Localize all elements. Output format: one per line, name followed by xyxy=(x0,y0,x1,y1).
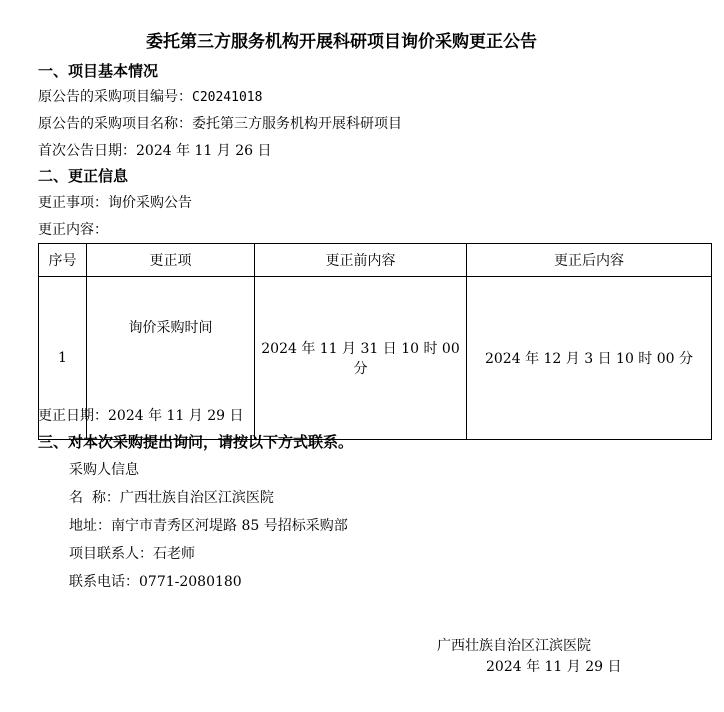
header-before: 更正前内容 xyxy=(255,244,467,277)
header-no: 序号 xyxy=(39,244,87,277)
page-title: 委托第三方服务机构开展科研项目询价采购更正公告 xyxy=(146,32,537,52)
correction-date-label: 更正日期： xyxy=(38,408,108,424)
buyer-contact-row xyxy=(69,544,195,564)
buyer-address-value: 南宁市青秀区河堤路 85 号招标采购部 xyxy=(111,518,348,534)
footer-date: 2024 年 11 月 29 日 xyxy=(486,659,622,675)
correction-content-label: 更正内容： xyxy=(38,222,108,238)
section-2-heading: 二、更正信息 xyxy=(38,167,129,185)
first-notice-date-value: 2024 年 11 月 26 日 xyxy=(136,143,272,159)
section-1-heading: 一、项目基本情况 xyxy=(38,62,159,80)
cell-item: 询价采购时间 xyxy=(87,277,255,440)
project-code-label: 原公告的采购项目编号： xyxy=(38,89,192,105)
cell-before: 2024 年 11 月 31 日 10 时 00 分 xyxy=(255,277,467,440)
buyer-phone-value: 0771-2080180 xyxy=(139,574,242,590)
buyer-phone-label: 联系电话： xyxy=(69,574,139,590)
project-name-row xyxy=(38,114,402,134)
correction-date-row xyxy=(38,406,244,426)
buyer-address-label: 地址： xyxy=(69,518,111,534)
correction-date-value: 2024 年 11 月 29 日 xyxy=(108,408,244,424)
correction-item-label: 更正事项： xyxy=(38,195,108,211)
buyer-contact-label: 项目联系人： xyxy=(69,546,153,562)
first-notice-date-row xyxy=(38,141,272,161)
buyer-phone-row xyxy=(69,572,242,592)
first-notice-date-label: 首次公告日期： xyxy=(38,143,136,159)
header-after: 更正后内容 xyxy=(467,244,712,277)
header-item: 更正项 xyxy=(87,244,255,277)
buyer-name-label: 名 称： xyxy=(69,490,120,506)
buyer-address-row xyxy=(69,516,348,536)
buyer-contact-value: 石老师 xyxy=(153,546,195,562)
project-name-value: 委托第三方服务机构开展科研项目 xyxy=(192,116,402,132)
footer-organization: 广西壮族自治区江滨医院 xyxy=(437,638,591,654)
cell-no: 1 xyxy=(39,277,87,440)
cell-after: 2024 年 12 月 3 日 10 时 00 分 xyxy=(467,277,712,440)
correction-item-row xyxy=(38,193,192,213)
project-code-value: C20241018 xyxy=(192,90,263,105)
project-name-label: 原公告的采购项目名称： xyxy=(38,116,192,132)
project-code-row xyxy=(38,87,262,108)
correction-item-value: 询价采购公告 xyxy=(108,195,192,211)
buyer-name-value: 广西壮族自治区江滨医院 xyxy=(119,490,274,506)
buyer-name-row xyxy=(69,488,274,508)
section-3-heading: 三、对本次采购提出询问，请按以下方式联系。 xyxy=(38,433,354,451)
buyer-info-label: 采购人信息 xyxy=(69,462,139,478)
table-header-row xyxy=(39,244,712,277)
